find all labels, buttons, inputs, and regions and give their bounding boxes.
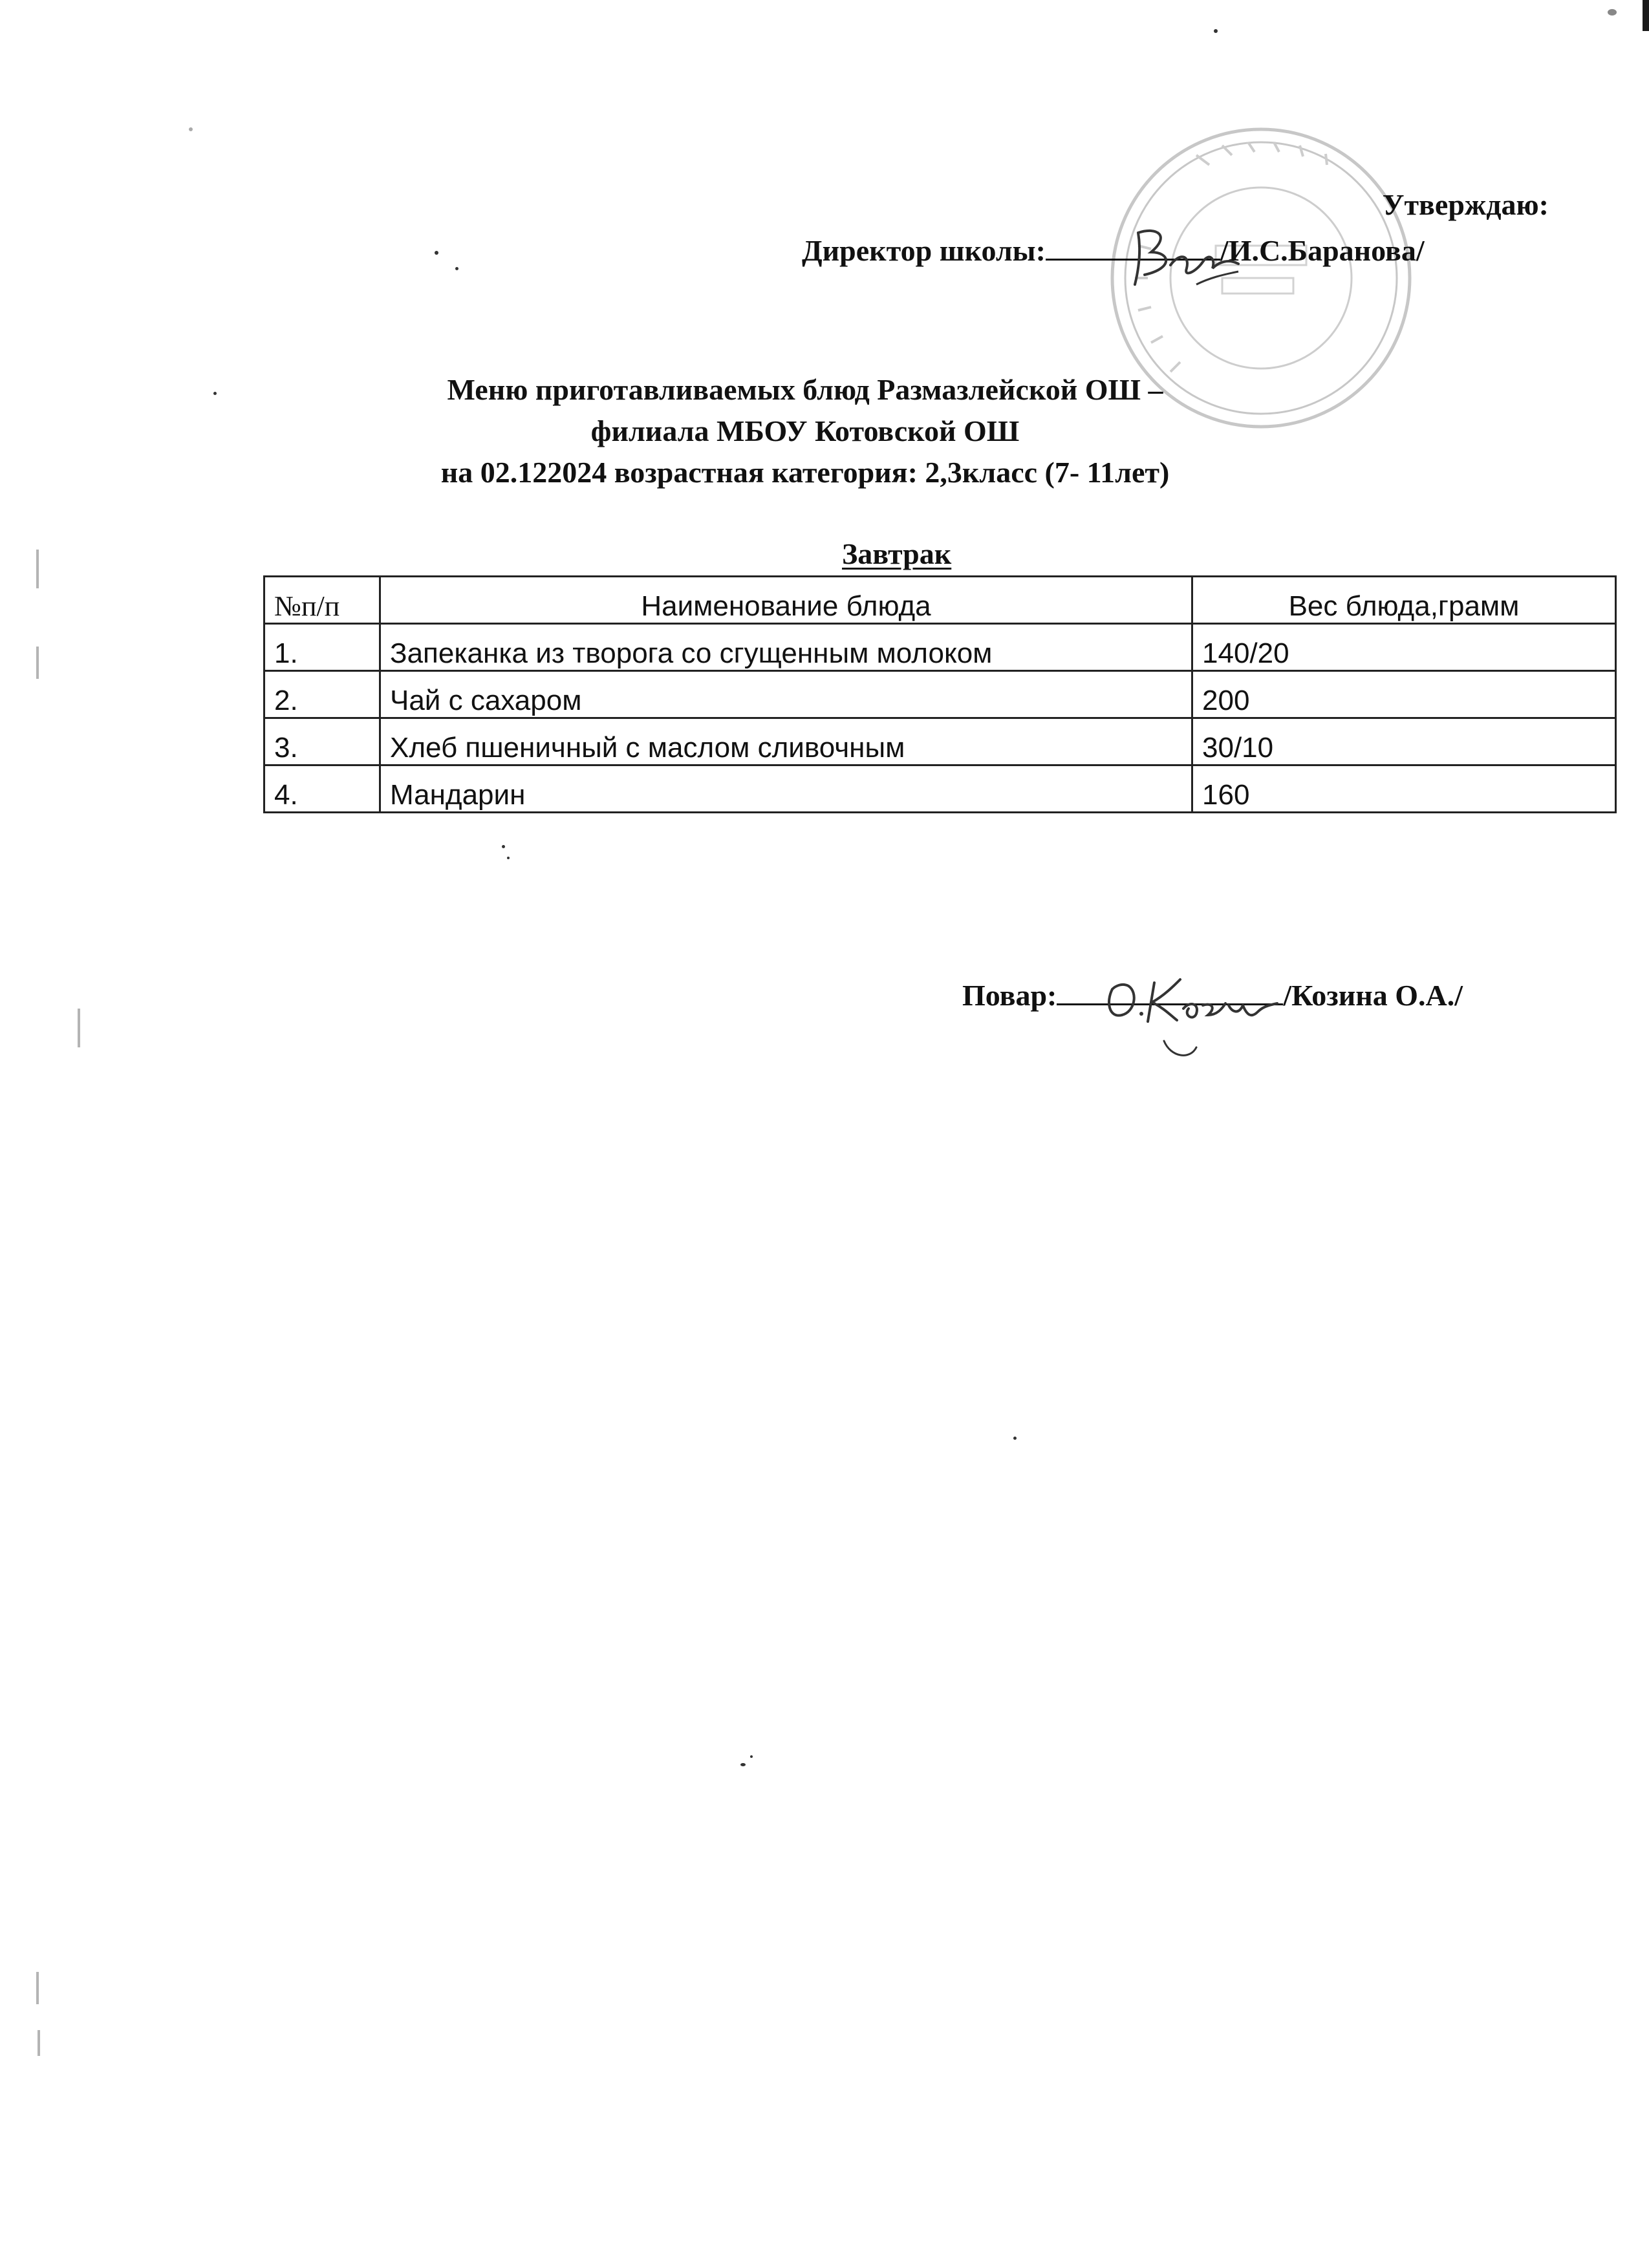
- row-weight: 30/10: [1192, 718, 1616, 765]
- table-row: [264, 765, 1616, 813]
- menu-table: [263, 575, 1617, 813]
- approval-label: Утверждаю:: [1382, 188, 1549, 221]
- cook-handwritten-signature: [1093, 950, 1313, 1067]
- row-dish-name: Хлеб пшеничный с маслом сливочным: [380, 718, 1192, 765]
- meal-heading: Завтрак: [842, 537, 952, 570]
- header-number: №п/п: [264, 577, 380, 624]
- speck: [189, 127, 193, 131]
- speck: [507, 857, 510, 859]
- director-title: Директор школы:: [802, 234, 1046, 267]
- title-line-1: Меню приготавливаемых блюд Размазлейской ОШ –: [447, 373, 1163, 406]
- speck: [435, 251, 438, 255]
- director-handwritten-signature: [1099, 207, 1293, 304]
- director-name: /И.С.Баранова/: [1220, 234, 1425, 267]
- row-weight: 160: [1192, 765, 1616, 813]
- speck: [750, 1755, 753, 1758]
- title-line-2: филиала МБОУ Котовской ОШ: [590, 414, 1020, 447]
- row-weight: 200: [1192, 671, 1616, 718]
- row-number: 4.: [264, 765, 380, 813]
- speck: [1013, 1437, 1017, 1440]
- row-dish-name: Мандарин: [380, 765, 1192, 813]
- cook-name: /Козина О.А./: [1283, 979, 1463, 1012]
- scan-line: [36, 1972, 39, 2004]
- speck: [502, 845, 505, 848]
- scan-line: [36, 647, 39, 679]
- row-weight: 140/20: [1192, 624, 1616, 671]
- row-number: 2.: [264, 671, 380, 718]
- table-row: [264, 718, 1616, 765]
- speck: [1608, 9, 1617, 16]
- scan-line: [78, 1009, 80, 1047]
- scan-edge-mark: [1643, 0, 1649, 31]
- header-weight: Вес блюда,грамм: [1192, 577, 1616, 624]
- speck: [455, 267, 458, 270]
- row-number: 3.: [264, 718, 380, 765]
- table-row: [264, 624, 1616, 671]
- table-row: [264, 671, 1616, 718]
- scan-line: [36, 550, 39, 588]
- table-header-row: [264, 577, 1616, 624]
- row-number: 1.: [264, 624, 380, 671]
- cook-title: Повар:: [962, 979, 1057, 1012]
- row-dish-name: Чай с сахаром: [380, 671, 1192, 718]
- scan-line: [38, 2030, 40, 2056]
- row-dish-name: Запеканка из творога со сгущенным молоком: [380, 624, 1192, 671]
- header-dish-name: Наименование блюда: [380, 577, 1192, 624]
- speck: [1214, 29, 1218, 33]
- speck: [740, 1763, 746, 1766]
- title-line-3: на 02.122024 возрастная категория: 2,3класс (7- 11лет): [440, 456, 1170, 489]
